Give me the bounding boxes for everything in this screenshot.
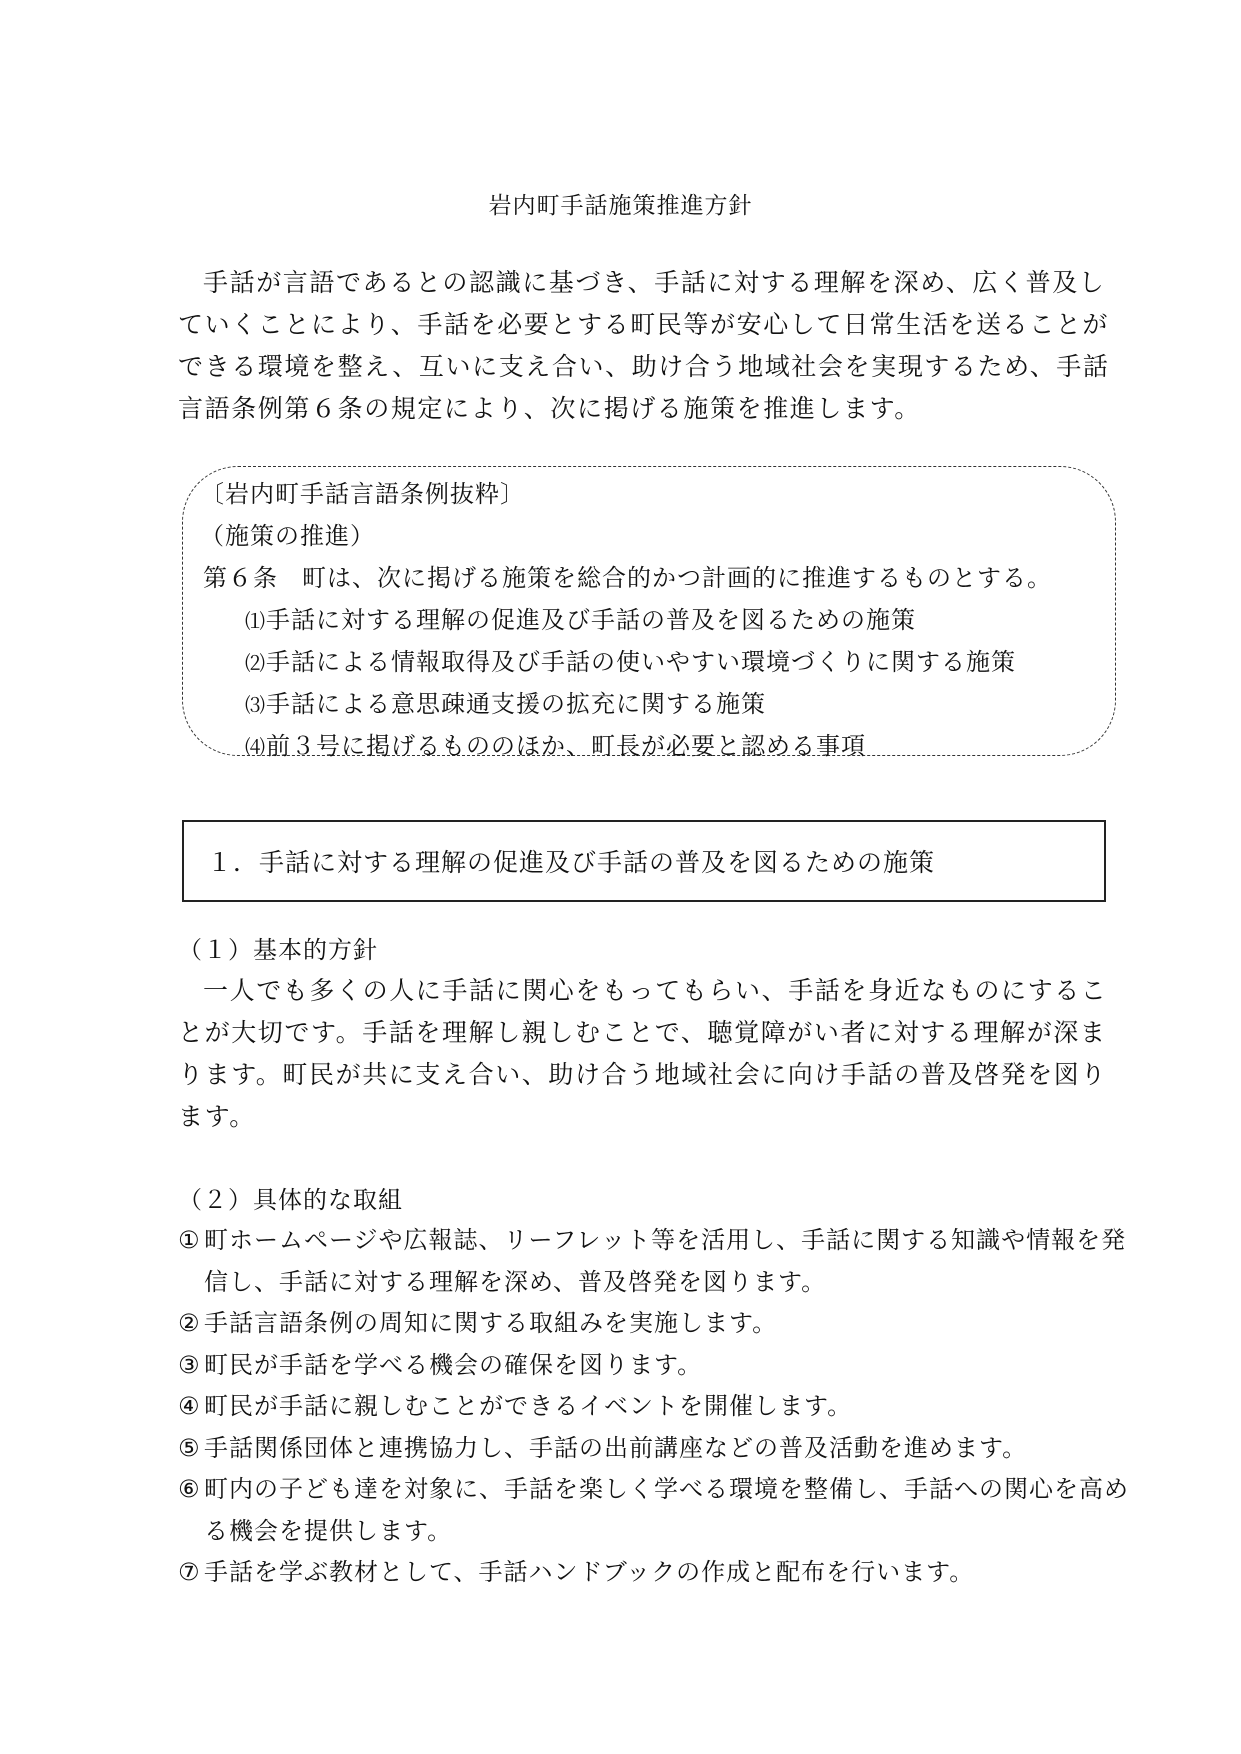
policy-heading: １．手話に対する理解の促進及び手話の普及を図るための施策: [207, 848, 936, 877]
basic-policy-text: 一人でも多くの人に手話に関心をもってもらい、手話を身近なものにすることが大切です。手話を理解し親しむことで、聴覚障がい者に対する理解が深まります。町民が共に支え合い、助け合う地域社会に向け手話の普及啓発を図ります。: [178, 976, 1108, 1131]
action-item: [178, 1303, 1138, 1345]
action-text: 手話を学ぶ教材として、手話ハンドブックの作成と配布を行います。: [204, 1558, 975, 1586]
action-item: [178, 1469, 1138, 1552]
action-item: [178, 1386, 1138, 1428]
action-item: [178, 1428, 1138, 1470]
excerpt-item: [245, 642, 1016, 684]
excerpt-item: [245, 726, 1016, 768]
excerpt-item-number: ⑶: [245, 693, 266, 717]
document-title: 岩内町手話施策推進方針: [488, 193, 753, 219]
intro-paragraph: [178, 262, 1118, 430]
action-item: [178, 1220, 1138, 1303]
action-text: 手話言語条例の周知に関する取組みを実施します。: [204, 1309, 778, 1337]
excerpt-item-text: 手話による意思疎通支援の拡充に関する施策: [266, 690, 766, 718]
action-marker: ①: [178, 1226, 201, 1254]
excerpt-item-number: ⑵: [245, 651, 266, 675]
action-marker: ⑦: [178, 1558, 201, 1586]
basic-policy-heading: （１）基本的方針: [178, 936, 378, 964]
actions-heading: （２）具体的な取組: [178, 1186, 403, 1214]
action-text: 町内の子ども達を対象に、手話を楽しく学べる環境を整備し、手話への関心を高める機会を提供します。: [204, 1475, 1129, 1545]
intro-text: 手話が言語であるとの認識に基づき、手話に対する理解を深め、広く普及していくことにより、手話を必要とする町民等が安心して日常生活を送ることができる環境を整え、互いに支え合い、助け合う地域社会を実現するため、手話言語条例第６条の規定により、次に掲げる施策を推進します。: [178, 268, 1110, 423]
action-marker: ⑥: [178, 1475, 201, 1503]
basic-policy-paragraph: [178, 970, 1118, 1138]
excerpt-heading: 〔岩内町手話言語条例抜粋〕: [200, 480, 525, 508]
excerpt-item-text: 前３号に掲げるもののほか、町長が必要と認める事項: [266, 732, 866, 760]
action-item: [178, 1345, 1138, 1387]
action-text: 町ホームページや広報誌、リーフレット等を活用し、手話に関する知識や情報を発信し、手話に対する理解を深め、普及啓発を図ります。: [204, 1226, 1127, 1296]
excerpt-item-text: 手話に対する理解の促進及び手話の普及を図るための施策: [266, 606, 916, 634]
action-item: [178, 1552, 1138, 1594]
excerpt-item: [245, 600, 1016, 642]
excerpt-section-title: （施策の推進）: [200, 522, 375, 550]
article-text: 町は、次に掲げる施策を総合的かつ計画的に推進するものとする。: [302, 564, 1052, 592]
excerpt-item-number: ⑴: [245, 609, 266, 633]
excerpt-item-number: ⑷: [245, 735, 266, 759]
action-marker: ④: [178, 1392, 201, 1420]
action-text: 町民が手話に親しむことができるイベントを開催します。: [204, 1392, 853, 1420]
excerpt-item: [245, 684, 1016, 726]
action-text: 手話関係団体と連携協力し、手話の出前講座などの普及活動を進めます。: [204, 1433, 1028, 1462]
ordinance-article: [203, 558, 1052, 593]
action-text: 町民が手話を学べる機会の確保を図ります。: [204, 1350, 703, 1379]
action-list: [178, 1220, 1138, 1594]
action-marker: ⑤: [178, 1433, 201, 1462]
article-label: 第６条: [203, 564, 278, 592]
excerpt-item-text: 手話による情報取得及び手話の使いやすい環境づくりに関する施策: [266, 648, 1016, 676]
action-marker: ②: [178, 1309, 201, 1337]
action-marker: ③: [178, 1350, 201, 1379]
excerpt-item-list: [245, 600, 1016, 768]
